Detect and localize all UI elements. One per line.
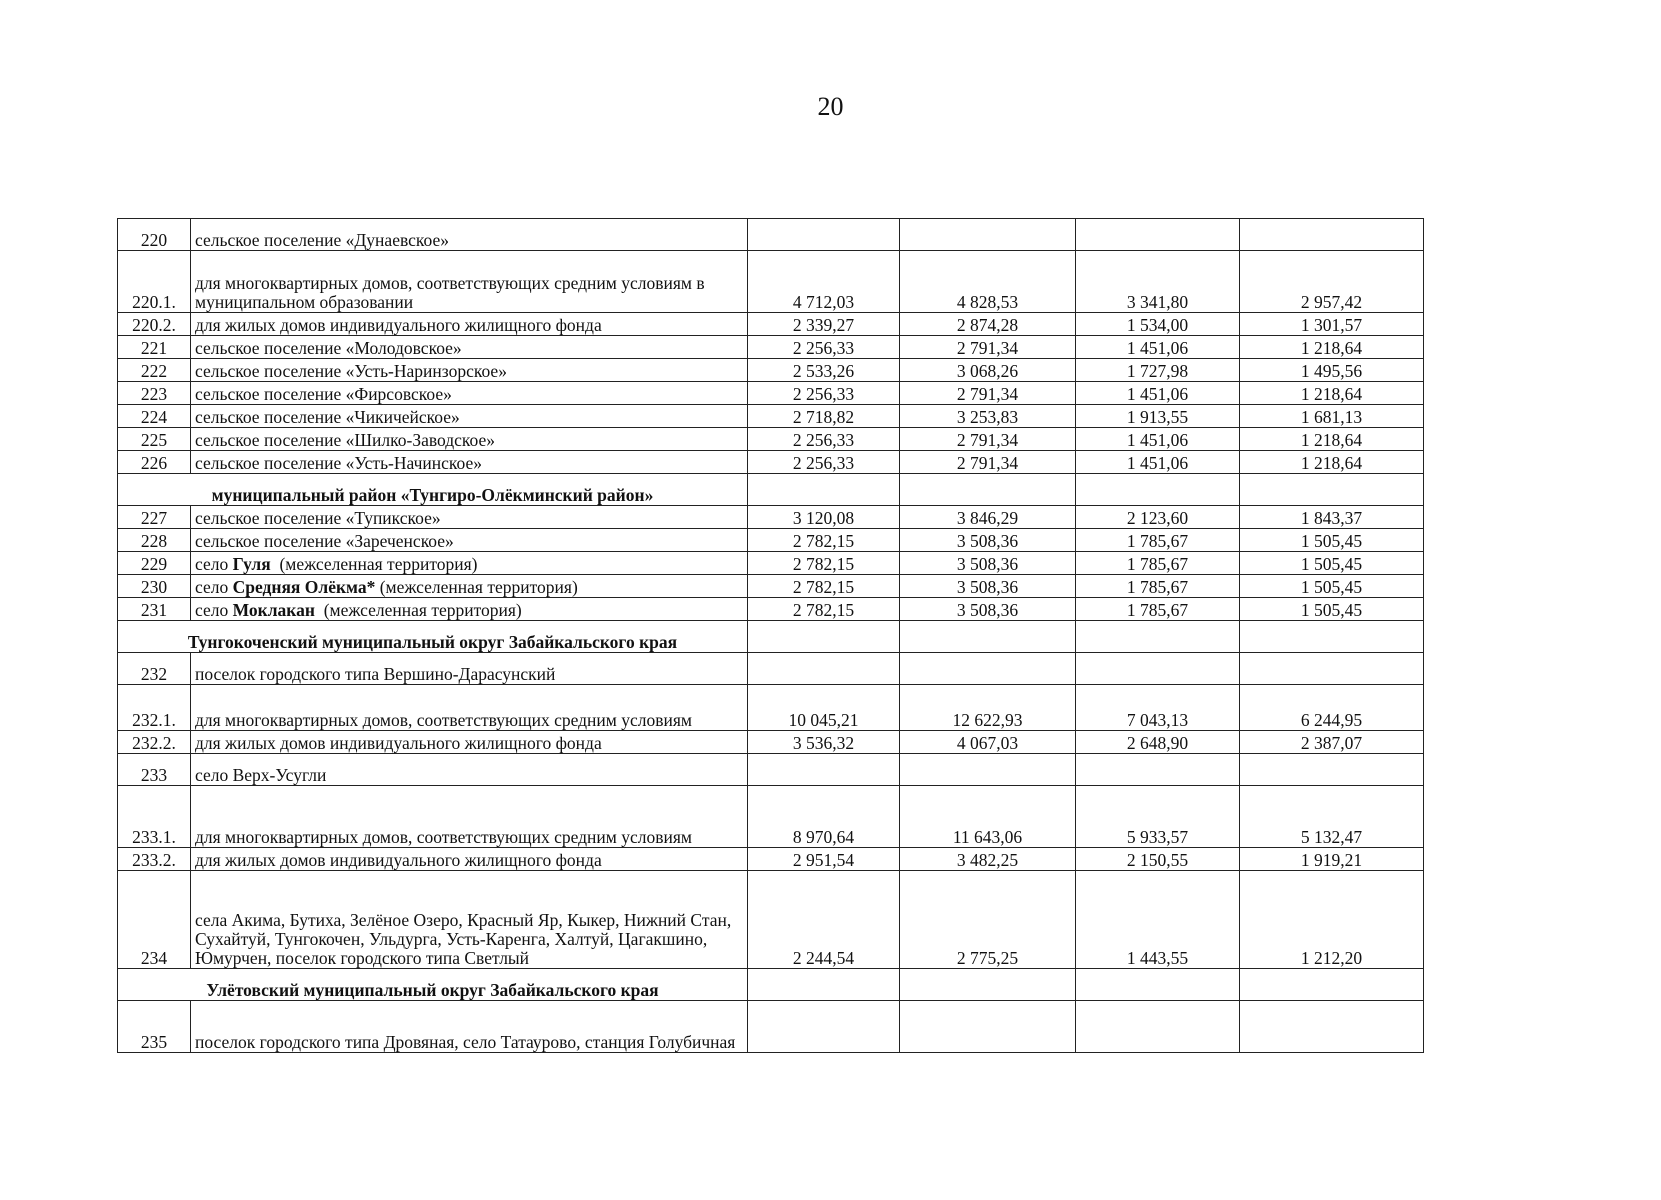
table-row (118, 871, 1424, 969)
value-cell: 2 791,34 (900, 428, 1076, 451)
value-cell (900, 1001, 1076, 1053)
value-cell: 1 505,45 (1240, 598, 1424, 621)
value-cell: 2 648,90 (1076, 731, 1240, 754)
table-row (118, 451, 1424, 474)
table-row (118, 359, 1424, 382)
value-cell: 2 957,42 (1240, 251, 1424, 313)
row-description: сельское поселение «Усть-Наринзорское» (191, 359, 748, 382)
value-cell: 1 451,06 (1076, 382, 1240, 405)
empty-cell (748, 969, 900, 1001)
value-cell (748, 653, 900, 685)
value-cell (1240, 219, 1424, 251)
value-cell: 8 970,64 (748, 786, 900, 848)
value-cell: 1 451,06 (1076, 451, 1240, 474)
table-row (118, 529, 1424, 552)
empty-cell (1076, 969, 1240, 1001)
value-cell (900, 219, 1076, 251)
value-cell: 2 718,82 (748, 405, 900, 428)
value-cell: 3 536,32 (748, 731, 900, 754)
value-cell: 4 712,03 (748, 251, 900, 313)
empty-cell (1240, 621, 1424, 653)
row-description: поселок городского типа Вершино-Дарасунский (191, 653, 748, 685)
table-row (118, 653, 1424, 685)
empty-cell (900, 474, 1076, 506)
value-cell: 4 828,53 (900, 251, 1076, 313)
value-cell: 1 218,64 (1240, 428, 1424, 451)
empty-cell (748, 621, 900, 653)
row-number: 227 (118, 506, 191, 529)
row-number: 220 (118, 219, 191, 251)
table-row (118, 786, 1424, 848)
value-cell (748, 219, 900, 251)
value-cell: 1 534,00 (1076, 313, 1240, 336)
description-part: (межселенная территория) (375, 577, 578, 597)
value-cell: 3 508,36 (900, 552, 1076, 575)
value-cell: 3 508,36 (900, 598, 1076, 621)
value-cell: 2 244,54 (748, 871, 900, 969)
row-number: 233.1. (118, 786, 191, 848)
description-part: (межселенная территория) (314, 600, 522, 620)
row-description: для многоквартирных домов, соответствующих средним условиям в муниципальном образовании (191, 251, 748, 313)
value-cell (1076, 653, 1240, 685)
empty-cell (1076, 474, 1240, 506)
value-cell: 2 782,15 (748, 529, 900, 552)
table-row (118, 336, 1424, 359)
value-cell (1240, 1001, 1424, 1053)
row-description (191, 552, 748, 575)
value-cell: 5 132,47 (1240, 786, 1424, 848)
value-cell: 1 913,55 (1076, 405, 1240, 428)
row-description: сельское поселение «Усть-Начинское» (191, 451, 748, 474)
empty-cell (1240, 969, 1424, 1001)
value-cell (1076, 754, 1240, 786)
row-description: сельское поселение «Чикичейское» (191, 405, 748, 428)
value-cell: 12 622,93 (900, 685, 1076, 731)
row-number: 233 (118, 754, 191, 786)
value-cell: 2 387,07 (1240, 731, 1424, 754)
place-name: Гуля (232, 554, 271, 574)
row-number: 229 (118, 552, 191, 575)
value-cell: 3 482,25 (900, 848, 1076, 871)
value-cell: 1 785,67 (1076, 598, 1240, 621)
value-cell: 1 218,64 (1240, 382, 1424, 405)
row-description: для жилых домов индивидуального жилищного фонда (191, 313, 748, 336)
value-cell: 1 727,98 (1076, 359, 1240, 382)
description-part: село (195, 554, 233, 574)
value-cell: 2 150,55 (1076, 848, 1240, 871)
value-cell: 3 120,08 (748, 506, 900, 529)
value-cell: 10 045,21 (748, 685, 900, 731)
row-number: 223 (118, 382, 191, 405)
value-cell (1240, 754, 1424, 786)
place-name: Моклакан (232, 600, 315, 620)
value-cell: 1 218,64 (1240, 451, 1424, 474)
row-description: сельское поселение «Шилко-Заводское» (191, 428, 748, 451)
table-row (118, 405, 1424, 428)
row-number: 226 (118, 451, 191, 474)
row-number: 231 (118, 598, 191, 621)
table-row (118, 685, 1424, 731)
value-cell: 3 068,26 (900, 359, 1076, 382)
table-row (118, 1001, 1424, 1053)
table-row (118, 428, 1424, 451)
row-number: 220.2. (118, 313, 191, 336)
table-row (118, 506, 1424, 529)
row-description: для жилых домов индивидуального жилищного фонда (191, 848, 748, 871)
row-number: 228 (118, 529, 191, 552)
row-description: сельское поселение «Зареченское» (191, 529, 748, 552)
value-cell (748, 754, 900, 786)
table-row (118, 382, 1424, 405)
value-cell: 6 244,95 (1240, 685, 1424, 731)
section-title: Улётовский муниципальный округ Забайкальского края (118, 969, 748, 1001)
row-number: 225 (118, 428, 191, 451)
value-cell: 2 782,15 (748, 575, 900, 598)
value-cell: 1 785,67 (1076, 575, 1240, 598)
table-row (118, 251, 1424, 313)
value-cell: 2 791,34 (900, 336, 1076, 359)
value-cell: 3 508,36 (900, 529, 1076, 552)
value-cell: 2 791,34 (900, 382, 1076, 405)
row-number: 232.2. (118, 731, 191, 754)
row-number: 230 (118, 575, 191, 598)
table-row (118, 313, 1424, 336)
place-name: Средняя Олёкма* (232, 577, 376, 597)
value-cell: 3 341,80 (1076, 251, 1240, 313)
description-part: село (195, 600, 233, 620)
value-cell (1076, 219, 1240, 251)
row-description: сельское поселение «Тупикское» (191, 506, 748, 529)
value-cell: 1 681,13 (1240, 405, 1424, 428)
value-cell: 2 339,27 (748, 313, 900, 336)
table-row (118, 754, 1424, 786)
row-number: 234 (118, 871, 191, 969)
value-cell: 1 843,37 (1240, 506, 1424, 529)
section-title: муниципальный район «Тунгиро-Олёкминский район» (118, 474, 748, 506)
value-cell: 1 212,20 (1240, 871, 1424, 969)
value-cell: 1 495,56 (1240, 359, 1424, 382)
row-number: 220.1. (118, 251, 191, 313)
value-cell: 2 256,33 (748, 382, 900, 405)
value-cell: 5 933,57 (1076, 786, 1240, 848)
value-cell: 2 791,34 (900, 451, 1076, 474)
value-cell: 11 643,06 (900, 786, 1076, 848)
value-cell: 1 505,45 (1240, 575, 1424, 598)
description-part: село (195, 577, 233, 597)
value-cell (1076, 1001, 1240, 1053)
value-cell: 2 782,15 (748, 552, 900, 575)
empty-cell (900, 621, 1076, 653)
table-row (118, 575, 1424, 598)
table-row (118, 219, 1424, 251)
row-number: 233.2. (118, 848, 191, 871)
row-description: для многоквартирных домов, соответствующих средним условиям (191, 786, 748, 848)
value-cell: 3 508,36 (900, 575, 1076, 598)
empty-cell (1240, 474, 1424, 506)
value-cell: 2 775,25 (900, 871, 1076, 969)
row-number: 232 (118, 653, 191, 685)
value-cell: 1 505,45 (1240, 552, 1424, 575)
value-cell (900, 754, 1076, 786)
section-title: Тунгокоченский муниципальный округ Забайкальского края (118, 621, 748, 653)
value-cell: 1 919,21 (1240, 848, 1424, 871)
tariff-table (117, 218, 1424, 1053)
value-cell: 1 785,67 (1076, 552, 1240, 575)
table-row (118, 598, 1424, 621)
value-cell (900, 653, 1076, 685)
value-cell: 1 301,57 (1240, 313, 1424, 336)
row-number: 224 (118, 405, 191, 428)
value-cell (748, 1001, 900, 1053)
row-description: поселок городского типа Дровяная, село Татаурово, станция Голубичная (191, 1001, 748, 1053)
empty-cell (748, 474, 900, 506)
value-cell: 1 785,67 (1076, 529, 1240, 552)
row-number: 235 (118, 1001, 191, 1053)
value-cell: 2 256,33 (748, 451, 900, 474)
value-cell: 2 533,26 (748, 359, 900, 382)
row-number: 221 (118, 336, 191, 359)
table-row (118, 552, 1424, 575)
row-description: села Акима, Бутиха, Зелёное Озеро, Красный Яр, Кыкер, Нижний Стан, Сухайтуй, Тунгокочен, Ульдурга, Усть-Каренга, Халтуй, Цагакшино, Юмурчен, поселок городского типа Светлый (191, 871, 748, 969)
value-cell: 3 846,29 (900, 506, 1076, 529)
value-cell: 3 253,83 (900, 405, 1076, 428)
value-cell: 2 874,28 (900, 313, 1076, 336)
description-part: (межселенная территория) (270, 554, 478, 574)
section-row (118, 969, 1424, 1001)
value-cell: 1 505,45 (1240, 529, 1424, 552)
row-description: сельское поселение «Молодовское» (191, 336, 748, 359)
value-cell (1240, 653, 1424, 685)
value-cell: 1 451,06 (1076, 336, 1240, 359)
empty-cell (900, 969, 1076, 1001)
table-row (118, 731, 1424, 754)
value-cell: 2 123,60 (1076, 506, 1240, 529)
row-number: 232.1. (118, 685, 191, 731)
tariff-table-body (118, 219, 1424, 1053)
value-cell: 2 256,33 (748, 428, 900, 451)
value-cell: 7 043,13 (1076, 685, 1240, 731)
table-row (118, 848, 1424, 871)
section-row (118, 621, 1424, 653)
section-row (118, 474, 1424, 506)
row-number: 222 (118, 359, 191, 382)
value-cell: 1 218,64 (1240, 336, 1424, 359)
row-description: для многоквартирных домов, соответствующих средним условиям (191, 685, 748, 731)
value-cell: 4 067,03 (900, 731, 1076, 754)
page-number: 20 (817, 92, 844, 121)
empty-cell (1076, 621, 1240, 653)
value-cell: 2 256,33 (748, 336, 900, 359)
row-description (191, 598, 748, 621)
row-description: сельское поселение «Фирсовское» (191, 382, 748, 405)
value-cell: 1 443,55 (1076, 871, 1240, 969)
value-cell: 2 782,15 (748, 598, 900, 621)
row-description: для жилых домов индивидуального жилищного фонда (191, 731, 748, 754)
value-cell: 1 451,06 (1076, 428, 1240, 451)
row-description (191, 575, 748, 598)
row-description: сельское поселение «Дунаевское» (191, 219, 748, 251)
row-description: село Верх-Усугли (191, 754, 748, 786)
value-cell: 2 951,54 (748, 848, 900, 871)
